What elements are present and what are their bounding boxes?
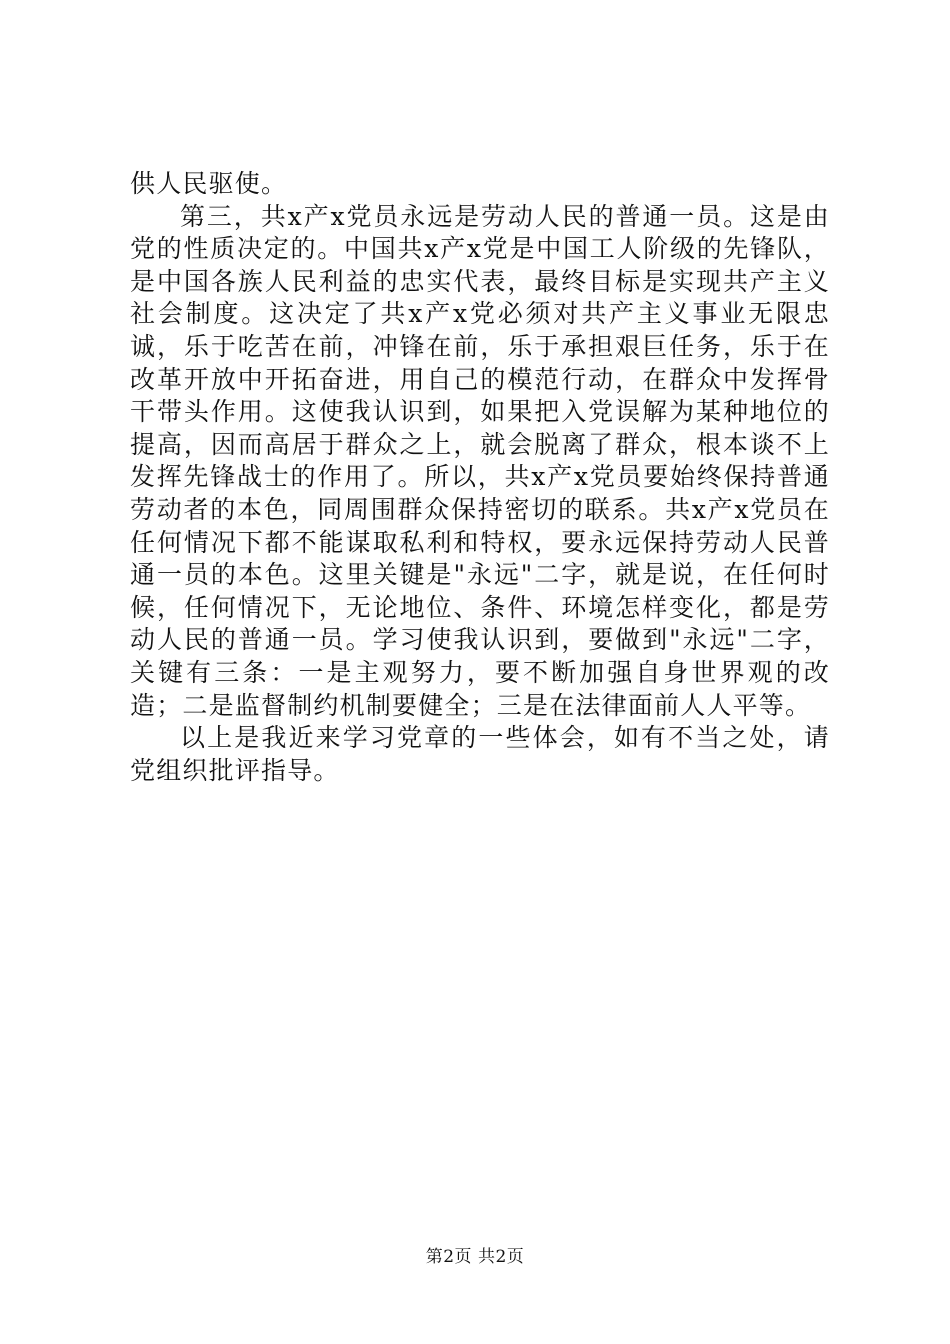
- document-body: [130, 168, 830, 787]
- paragraph-third-point: 第三，共x产x党员永远是劳动人民的普通一员。这是由党的性质决定的。中国共x产x党是中国工人阶级的先锋队，是中国各族人民利益的忠实代表，最终目标是实现共产主义社会制度。这决定了共x产x党必须对共产主义事业无限忠诚，乐于吃苦在前，冲锋在前，乐于承担艰巨任务，乐于在改革开放中开拓奋进，用自己的模范行动，在群众中发挥骨干带头作用。这使我认识到，如果把入党误解为某种地位的提高，因而高居于群众之上，就会脱离了群众，根本谈不上发挥先锋战士的作用了。所以，共x产x党员要始终保持普通劳动者的本色，同周围群众保持密切的联系。共x产x党员在任何情况下都不能谋取私利和特权，要永远保持劳动人民普通一员的本色。这里关键是"永远"二字，就是说，在任何时候，任何情况下，无论地位、条件、环境怎样变化，都是劳动人民的普通一员。学习使我认识到，要做到"永远"二字，关键有三条：一是主观努力，要不断加强自身世界观的改造；二是监督制约机制要健全；三是在法律面前人人平等。: [130, 201, 830, 720]
- paragraph-closing: 以上是我近来学习党章的一些体会，如有不当之处，请党组织批评指导。: [130, 723, 830, 785]
- paragraph-continuation: 供人民驱使。: [130, 169, 288, 198]
- page-footer: 第2页 共2页: [425, 1247, 525, 1267]
